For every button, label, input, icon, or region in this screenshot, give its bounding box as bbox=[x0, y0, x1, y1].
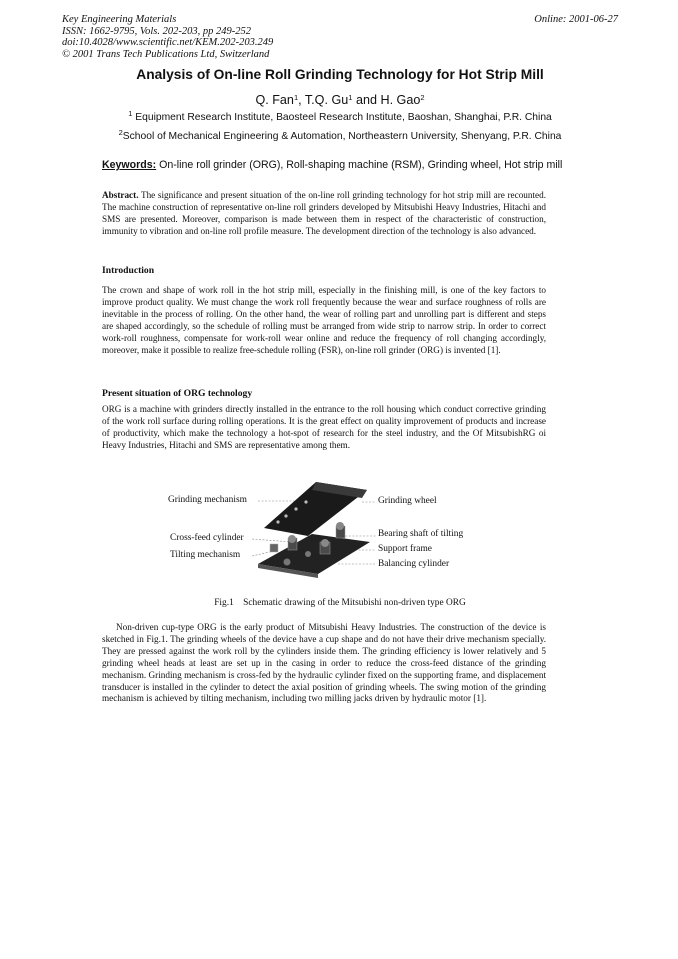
affiliation-mark: 1 bbox=[128, 109, 133, 118]
keywords bbox=[102, 159, 562, 171]
affiliation-text: School of Mechanical Engineering & Automation, Northeastern University, Shenyang, P.R. China bbox=[122, 131, 562, 142]
label-cross-feed-cylinder: Cross-feed cylinder bbox=[170, 533, 244, 543]
figure-1 bbox=[162, 478, 522, 588]
affiliation-1 bbox=[62, 109, 618, 123]
present-situation-heading: Present situation of ORG technology bbox=[102, 388, 253, 399]
author-name: T.Q. Gu bbox=[304, 93, 349, 107]
label-support-frame: Support frame bbox=[378, 544, 432, 554]
author-separator: , bbox=[298, 93, 305, 107]
affiliation-2 bbox=[62, 128, 618, 142]
author-affil-mark: 1 bbox=[348, 93, 353, 102]
label-grinding-mechanism: Grinding mechanism bbox=[168, 495, 247, 505]
paper-title: Analysis of On-line Roll Grinding Technology for Hot Strip Mill bbox=[136, 67, 544, 82]
affiliation-mark: 2 bbox=[118, 128, 123, 137]
label-tilting-mechanism: Tilting mechanism bbox=[170, 550, 241, 560]
online-date: Online: 2001-06-27 bbox=[534, 14, 618, 25]
body-text: Non-driven cup-type ORG is the early product of Mitsubishi Heavy Industries. The construction of the device is sketched in Fig.1. The grinding wheels of the device have a cup shape and do not have their drive mechanism specially. They are pressed against the work roll by the cylinders inside them. The grinding efficiency is lower relatively and 5 grinding wheel heads at least are set up in the casing in order to reduce the cross-feed distance of the grinding mechanism. Grinding mechanism is cross-fed by the hydraulic cylinder fixed on the supporting frame, and displacement transducer is installed in the cylinder to detect the axial position of grinding wheels. The swing motion of the grinding mechanism is achieved by tilting mechanism, including two milling jacks driven by hydraulic motor [1]. bbox=[102, 622, 546, 704]
abstract-text: The significance and present situation of the on-line roll grinding technology for hot strip mill are recounted. The machine construction of representative on-line roll grinders developed by Mitsubishi Heavy Industries, Hitachi and SMS are presented. Moreover, comparison is made between them in respect of the characteristic of construction, immunity to vibration and on-line roll profile measure. The development direction of the technology is also advanced. bbox=[102, 190, 546, 236]
introduction-heading: Introduction bbox=[102, 265, 155, 276]
journal-name: Key Engineering Materials bbox=[62, 14, 177, 25]
author-affil-mark: 1 bbox=[293, 93, 299, 102]
abstract bbox=[102, 190, 546, 238]
label-balancing-cylinder: Balancing cylinder bbox=[378, 559, 450, 569]
abstract-label: Abstract. bbox=[102, 190, 139, 200]
present-situation-text: ORG is a machine with grinders directly installed in the entrance to the roll housing which conduct corrective grinding of the work roll surface during rolling operations. It is the great effect on quality improvement of products and increase of productivity, which make the technology a hot-spot of research for the steel industry, and the Of MitsubishRG oi Heavy Industries, Hitachi and SMS are representative among them. bbox=[102, 404, 546, 450]
affiliation-text: Equipment Research Institute, Baosteel Research Institute, Baoshan, Shanghai, P.R. China bbox=[135, 112, 552, 123]
author-affil-mark: 2 bbox=[420, 93, 425, 102]
author-separator: and bbox=[352, 93, 381, 107]
author-name: Q. Fan bbox=[255, 93, 294, 107]
author-list bbox=[62, 93, 618, 107]
figure-caption: Fig.1 Schematic drawing of the Mitsubishi non-driven type ORG bbox=[214, 598, 466, 608]
keywords-text: On-line roll grinder (ORG), Roll-shaping machine (RSM), Grinding wheel, Hot strip mill bbox=[156, 159, 563, 171]
keywords-label: Keywords: bbox=[102, 159, 157, 171]
introduction-text: The crown and shape of work roll in the hot strip mill, especially in the finishing mill, is one of the key factors to improve product quality. We must change the work roll frequently because the wear and surface roughness of rolls are inevitable in the process of rolling. On the other hand, the wear of rolling part and unrolling part is different and steps are shaped accordingly, so the schedule of rolling must be arranged from wide strip to narrow strip. In order to correct work-roll roughness, compensate for work-roll wear online and reduce the frequency of roll changing accordingly, moreover, make it possible to realize free-schedule rolling (FSR), on-line roll grinder (ORG) is invented [1]. bbox=[102, 285, 546, 355]
running-header bbox=[62, 14, 618, 60]
doi-line: doi:10.4028/www.scientific.net/KEM.202-203.249 bbox=[62, 37, 274, 48]
label-grinding-wheel: Grinding wheel bbox=[378, 496, 437, 506]
issn-line: ISSN: 1662-9795, Vols. 202-203, pp 249-252 bbox=[62, 25, 251, 37]
copyright-line: © 2001 Trans Tech Publications Ltd, Switzerland bbox=[62, 48, 270, 60]
author-name: H. Gao bbox=[380, 93, 421, 107]
label-bearing-shaft: Bearing shaft of tilting bbox=[378, 529, 464, 539]
